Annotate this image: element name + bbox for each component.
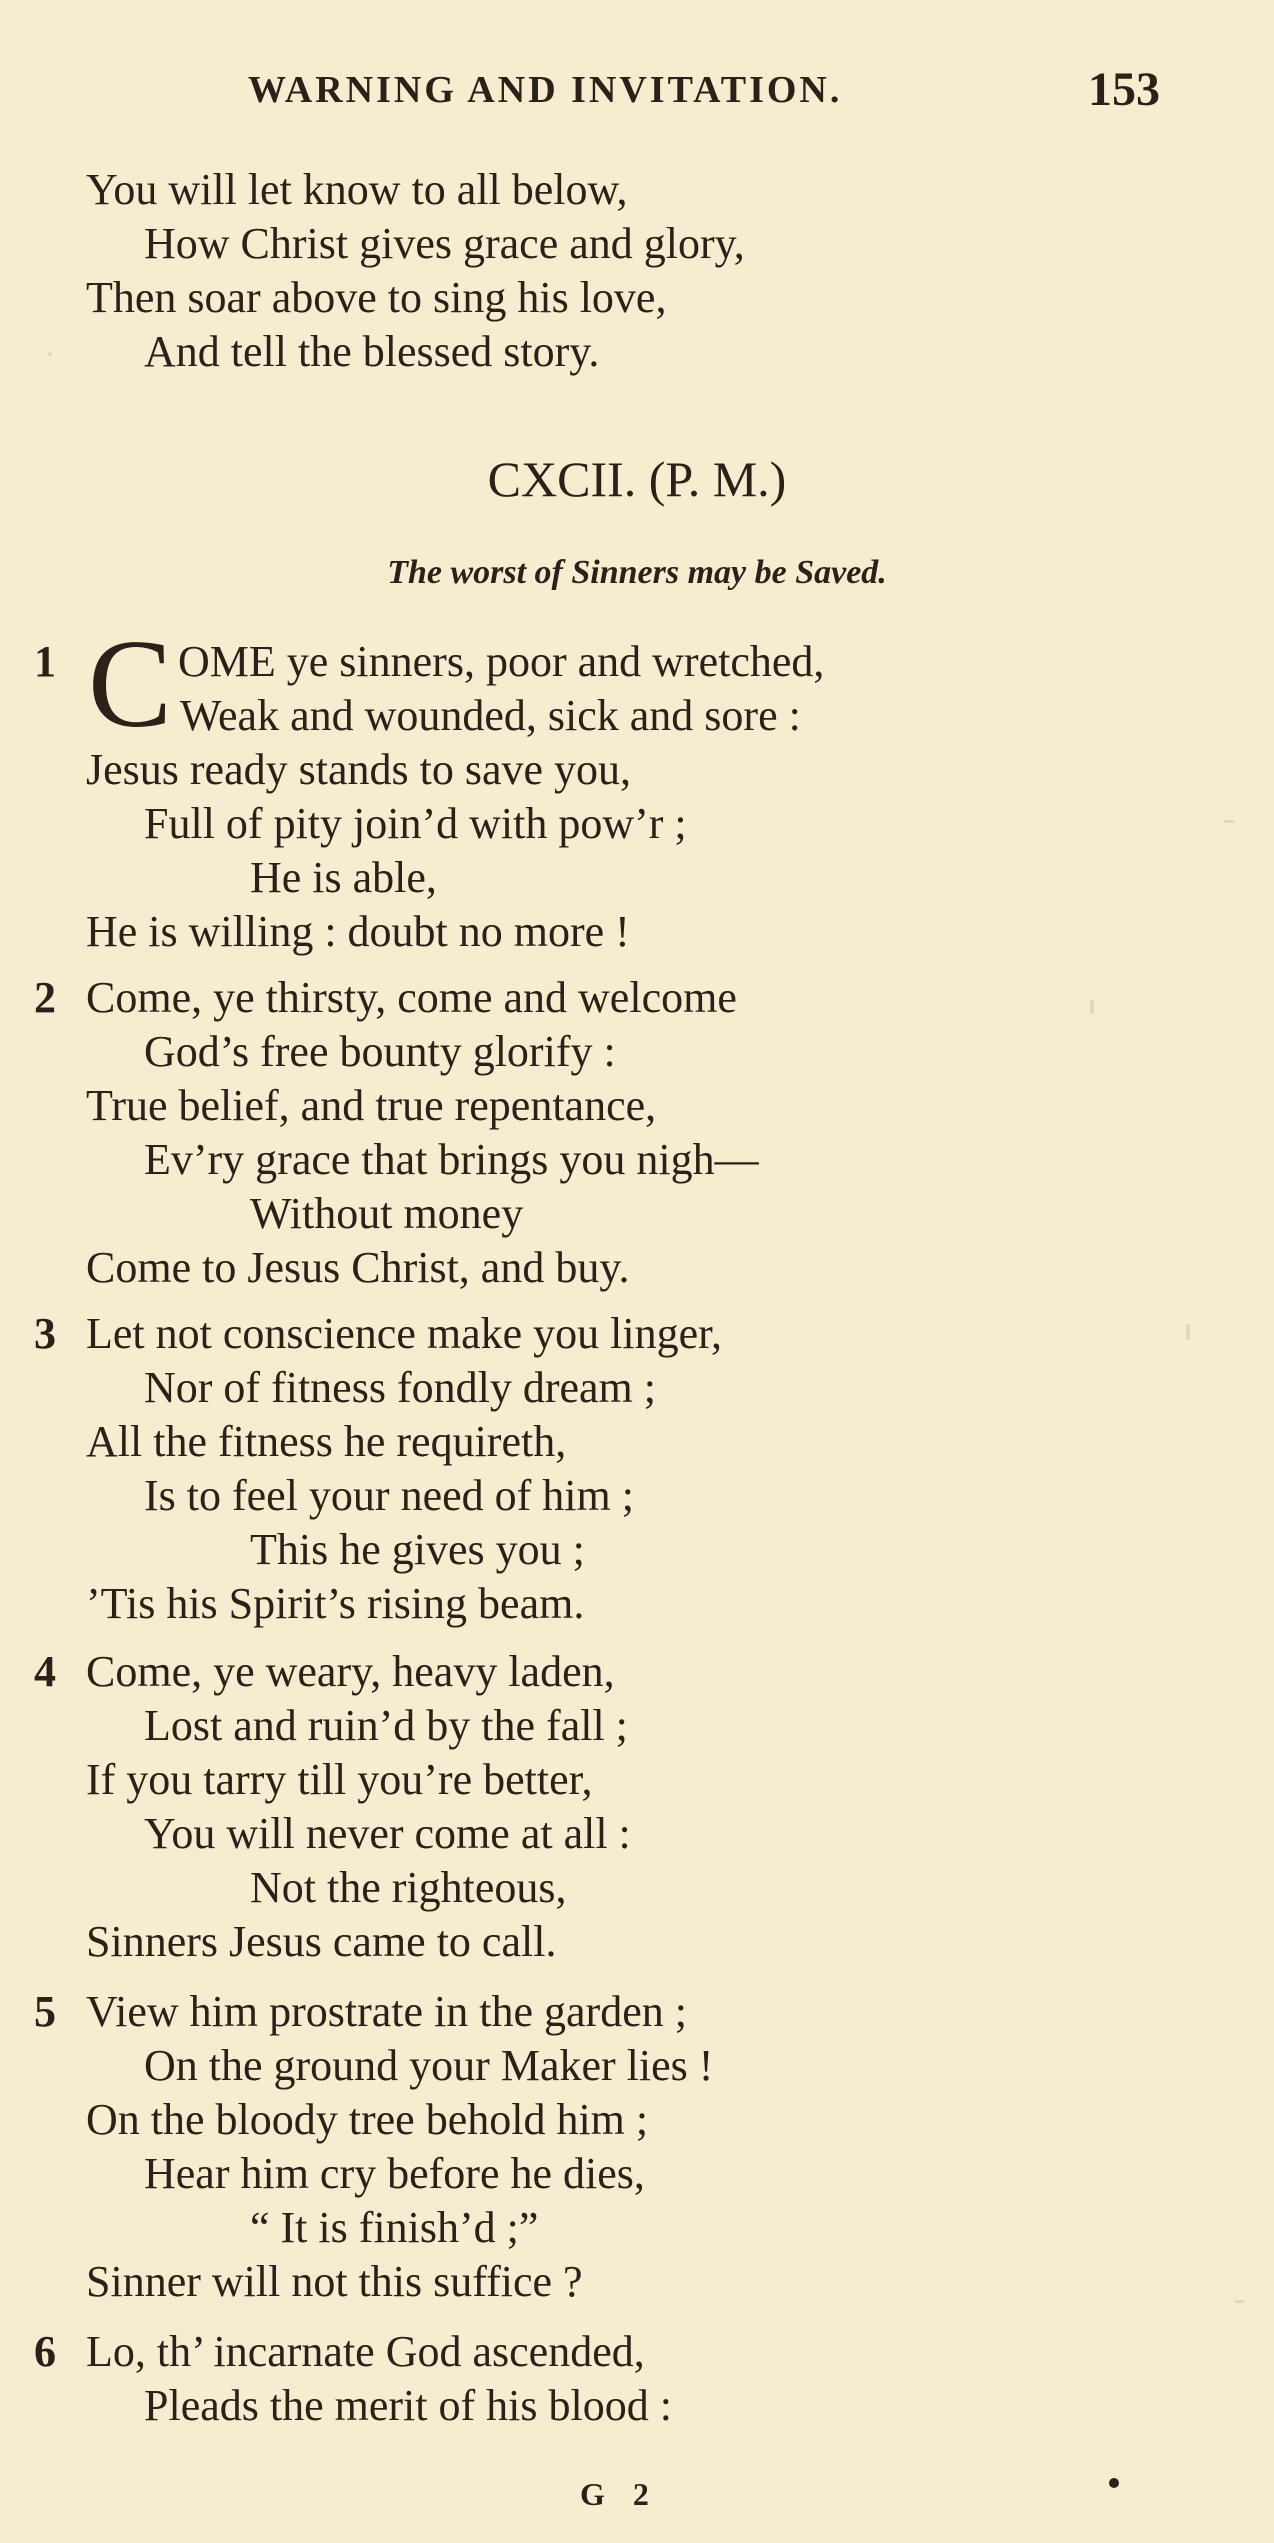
verse-line: Is to feel your need of him ; xyxy=(144,1471,634,1520)
verse-line: Full of pity join’d with pow’r ; xyxy=(144,799,687,848)
verse-line: Pleads the merit of his blood : xyxy=(144,2381,672,2430)
verse-line: Not the righteous, xyxy=(250,1863,567,1912)
verse-line: Come to Jesus Christ, and buy. xyxy=(86,1243,630,1292)
verse-line: Come, ye weary, heavy laden, xyxy=(86,1647,615,1696)
verse-line: OME ye sinners, poor and wretched, xyxy=(178,637,825,686)
verse-line: God’s free bounty glorify : xyxy=(144,1027,616,1076)
verse-line: On the bloody tree behold him ; xyxy=(86,2095,649,2144)
stanza-number: 2 xyxy=(34,973,56,1022)
hymn-subtitle: The worst of Sinners may be Saved. xyxy=(387,554,887,591)
print-speck xyxy=(48,352,52,356)
verse-line: Lo, th’ incarnate God ascended, xyxy=(86,2327,645,2376)
print-speck xyxy=(1186,1324,1190,1340)
stanza-number: 3 xyxy=(34,1309,56,1358)
verse-line: Hear him cry before he dies, xyxy=(144,2149,645,2198)
stanza-number: 4 xyxy=(34,1647,56,1696)
stanza-number: 6 xyxy=(34,2327,56,2376)
verse-line: You will let know to all below, xyxy=(86,165,628,214)
verse-line: All the fitness he requireth, xyxy=(86,1417,567,1466)
verse-line: Sinner will not this suffice ? xyxy=(86,2257,583,2306)
verse-line: How Christ gives grace and glory, xyxy=(144,219,745,268)
verse-line: Lost and ruin’d by the fall ; xyxy=(144,1701,628,1750)
verse-line: He is willing : doubt no more ! xyxy=(86,907,630,956)
verse-line: Weak and wounded, sick and sore : xyxy=(180,691,801,740)
stanza-number: 1 xyxy=(34,637,56,686)
verse-line: Sinners Jesus came to call. xyxy=(86,1917,557,1966)
verse-line: Then soar above to sing his love, xyxy=(86,273,667,322)
page-number: 153 xyxy=(1088,63,1160,116)
verse-line: On the ground your Maker lies ! xyxy=(144,2041,714,2090)
verse-line: “ It is finish’d ;” xyxy=(250,2203,539,2252)
verse-line: ’Tis his Spirit’s rising beam. xyxy=(86,1579,585,1628)
verse-line: And tell the blessed story. xyxy=(144,327,600,376)
running-head: WARNING AND INVITATION. xyxy=(248,69,843,111)
verse-line: Without money xyxy=(250,1189,524,1238)
print-speck xyxy=(1090,1000,1094,1014)
stanza-number: 5 xyxy=(34,1987,56,2036)
verse-line: He is able, xyxy=(250,853,437,902)
print-speck xyxy=(1224,820,1234,823)
print-speck xyxy=(1234,2300,1244,2303)
ink-dot xyxy=(1109,2478,1119,2488)
verse-line: If you tarry till you’re better, xyxy=(86,1755,593,1804)
verse-line: Jesus ready stands to save you, xyxy=(86,745,632,794)
hymn-title: CXCII. (P. M.) xyxy=(487,451,787,507)
verse-line: Nor of fitness fondly dream ; xyxy=(144,1363,656,1412)
verse-line: Come, ye thirsty, come and welcome xyxy=(86,973,737,1022)
signature-mark: G 2 xyxy=(580,2476,659,2512)
verse-line: True belief, and true repentance, xyxy=(86,1081,657,1130)
verse-line: View him prostrate in the garden ; xyxy=(86,1987,687,2036)
verse-line: This he gives you ; xyxy=(250,1525,585,1574)
verse-line: Let not conscience make you linger, xyxy=(86,1309,723,1358)
drop-cap: C xyxy=(88,615,173,754)
verse-line: Ev’ry grace that brings you nigh— xyxy=(144,1135,759,1184)
verse-line: You will never come at all : xyxy=(144,1809,631,1858)
page-header xyxy=(0,62,1274,122)
